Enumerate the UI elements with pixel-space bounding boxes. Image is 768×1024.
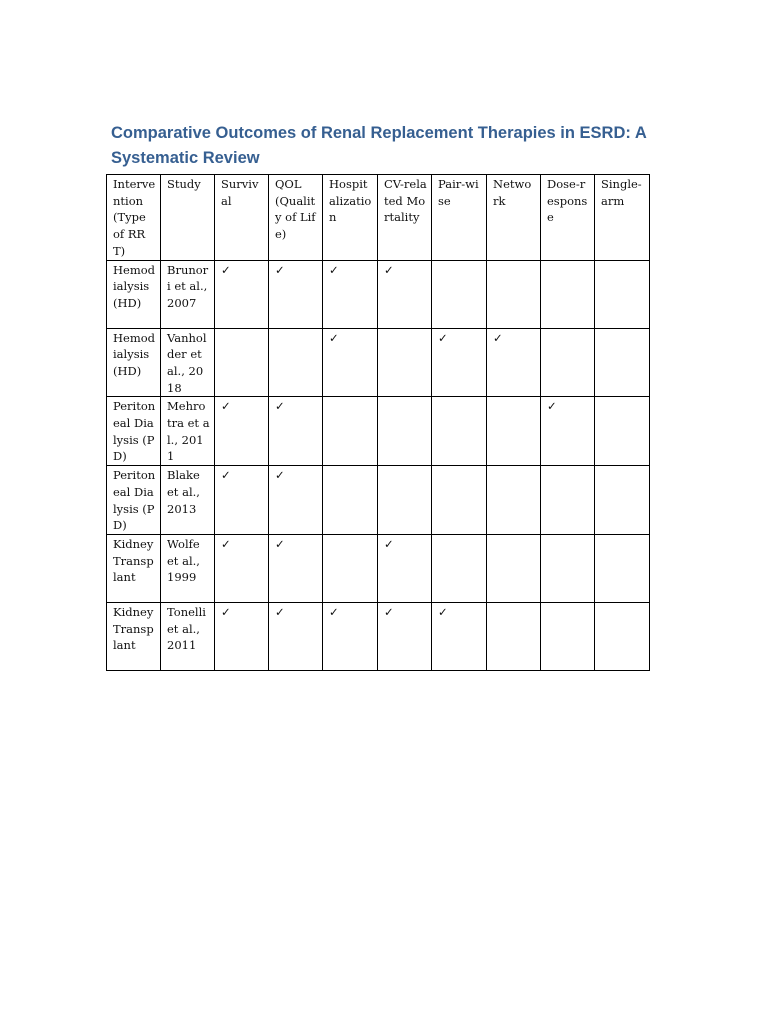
cell-single-arm — [595, 328, 650, 397]
outcomes-table — [106, 174, 650, 671]
cell-network — [487, 260, 541, 328]
cell-qol: ✓ — [269, 260, 323, 328]
cell-intervention: Hemodialysis (HD) — [107, 328, 161, 397]
cell-pairwise — [432, 466, 487, 535]
cell-intervention: Peritoneal Dialysis (PD) — [107, 397, 161, 466]
table-row — [107, 260, 650, 328]
cell-hospitalization — [323, 397, 378, 466]
header-cell-study: Study — [161, 175, 215, 261]
cell-intervention: Hemodialysis (HD) — [107, 260, 161, 328]
cell-pairwise: ✓ — [432, 328, 487, 397]
cell-hospitalization — [323, 466, 378, 535]
header-cell-network: Network — [487, 175, 541, 261]
cell-hospitalization: ✓ — [323, 602, 378, 670]
table-row — [107, 466, 650, 535]
cell-network — [487, 397, 541, 466]
cell-qol — [269, 328, 323, 397]
cell-study: Vanholder et al., 2018 — [161, 328, 215, 397]
cell-cv-mortality — [378, 397, 432, 466]
header-cell-qol: QOL (Quality of Life) — [269, 175, 323, 261]
cell-qol: ✓ — [269, 397, 323, 466]
cell-dose-response — [541, 466, 595, 535]
cell-intervention: Kidney Transplant — [107, 602, 161, 670]
cell-dose-response — [541, 328, 595, 397]
header-cell-hospitalization: Hospitalization — [323, 175, 378, 261]
cell-pairwise — [432, 397, 487, 466]
cell-cv-mortality: ✓ — [378, 602, 432, 670]
header-cell-survival: Survival — [215, 175, 269, 261]
cell-dose-response: ✓ — [541, 397, 595, 466]
table-body — [107, 175, 650, 671]
cell-study: Tonelli et al., 2011 — [161, 602, 215, 670]
cell-cv-mortality — [378, 328, 432, 397]
cell-qol: ✓ — [269, 534, 323, 602]
header-cell-intervention: Intervention (Type of RRT) — [107, 175, 161, 261]
cell-network — [487, 534, 541, 602]
header-cell-pairwise: Pair-wise — [432, 175, 487, 261]
cell-qol: ✓ — [269, 466, 323, 535]
table-row — [107, 534, 650, 602]
cell-hospitalization — [323, 534, 378, 602]
cell-network: ✓ — [487, 328, 541, 397]
document-title: Comparative Outcomes of Renal Replacement Therapies in ESRD: A Systematic Review — [111, 124, 647, 167]
cell-survival: ✓ — [215, 602, 269, 670]
cell-dose-response — [541, 534, 595, 602]
cell-hospitalization: ✓ — [323, 260, 378, 328]
header-cell-dose-response: Dose-response — [541, 175, 595, 261]
header-cell-cv-mortality: CV-related Mortality — [378, 175, 432, 261]
cell-dose-response — [541, 260, 595, 328]
cell-cv-mortality: ✓ — [378, 534, 432, 602]
cell-intervention: Kidney Transplant — [107, 534, 161, 602]
cell-single-arm — [595, 534, 650, 602]
cell-hospitalization: ✓ — [323, 328, 378, 397]
table-row — [107, 602, 650, 670]
cell-study: Mehrotra et al., 2011 — [161, 397, 215, 466]
cell-survival: ✓ — [215, 260, 269, 328]
cell-survival — [215, 328, 269, 397]
cell-study: Brunori et al., 2007 — [161, 260, 215, 328]
table-row — [107, 328, 650, 397]
cell-pairwise — [432, 534, 487, 602]
cell-study: Blake et al., 2013 — [161, 466, 215, 535]
table-row — [107, 397, 650, 466]
cell-network — [487, 466, 541, 535]
cell-survival: ✓ — [215, 534, 269, 602]
table-header-row — [107, 175, 650, 261]
cell-dose-response — [541, 602, 595, 670]
cell-network — [487, 602, 541, 670]
cell-single-arm — [595, 602, 650, 670]
cell-survival: ✓ — [215, 466, 269, 535]
cell-pairwise — [432, 260, 487, 328]
header-cell-single-arm: Single-arm — [595, 175, 650, 261]
cell-study: Wolfe et al., 1999 — [161, 534, 215, 602]
cell-single-arm — [595, 397, 650, 466]
cell-pairwise: ✓ — [432, 602, 487, 670]
cell-single-arm — [595, 466, 650, 535]
cell-cv-mortality — [378, 466, 432, 535]
cell-cv-mortality: ✓ — [378, 260, 432, 328]
cell-single-arm — [595, 260, 650, 328]
cell-survival: ✓ — [215, 397, 269, 466]
cell-intervention: Peritoneal Dialysis (PD) — [107, 466, 161, 535]
cell-qol: ✓ — [269, 602, 323, 670]
